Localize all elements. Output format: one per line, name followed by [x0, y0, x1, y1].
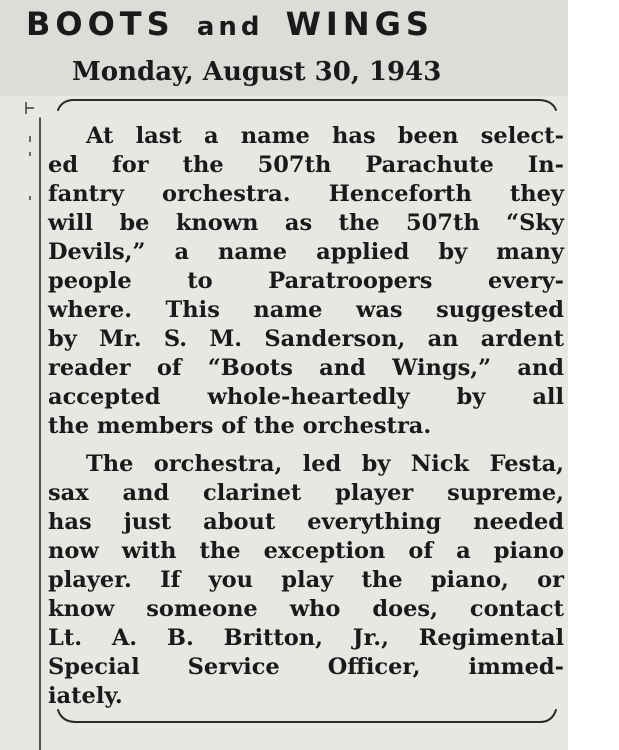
title-word-wings: WINGS	[285, 5, 434, 43]
paragraph-gap	[48, 441, 564, 450]
article-line: sax and clarinet player supreme,	[48, 480, 564, 506]
article-line: know someone who does, contact	[48, 596, 564, 622]
title-word-boots: BOOTS	[26, 5, 175, 43]
article-line: where. This name was suggested	[48, 297, 564, 323]
title-word-and: and	[196, 12, 264, 42]
article-line: Special Service Officer, immed-	[48, 654, 564, 680]
article-line: fantry orchestra. Henceforth they	[48, 181, 564, 207]
article-line: will be known as the 507th “Sky	[48, 210, 564, 236]
article-body	[48, 122, 564, 711]
column-title	[26, 4, 566, 47]
article-line: iately.	[48, 683, 123, 709]
masthead	[0, 0, 568, 96]
article-line: by Mr. S. M. Sanderson, an ardent	[48, 326, 564, 352]
article-line: At last a name has been select-	[86, 123, 564, 149]
article-line: player. If you play the piano, or	[48, 567, 564, 593]
article-line: has just about everything needed	[48, 509, 564, 535]
article-line: The orchestra, led by Nick Festa,	[86, 451, 564, 477]
article-line: accepted whole-heartedly by all	[48, 384, 564, 410]
article-line: Devils,” a name applied by many	[48, 239, 564, 265]
article-line: people to Paratroopers every-	[48, 268, 564, 294]
article-line: reader of “Boots and Wings,” and	[48, 355, 564, 381]
article-line: ed for the 507th Parachute In-	[48, 152, 564, 178]
dateline: Monday, August 30, 1943	[72, 57, 442, 87]
article-line: now with the exception of a piano	[48, 538, 564, 564]
article-line: Lt. A. B. Britton, Jr., Regimental	[48, 625, 564, 651]
article-line: the members of the orchestra.	[48, 413, 432, 439]
